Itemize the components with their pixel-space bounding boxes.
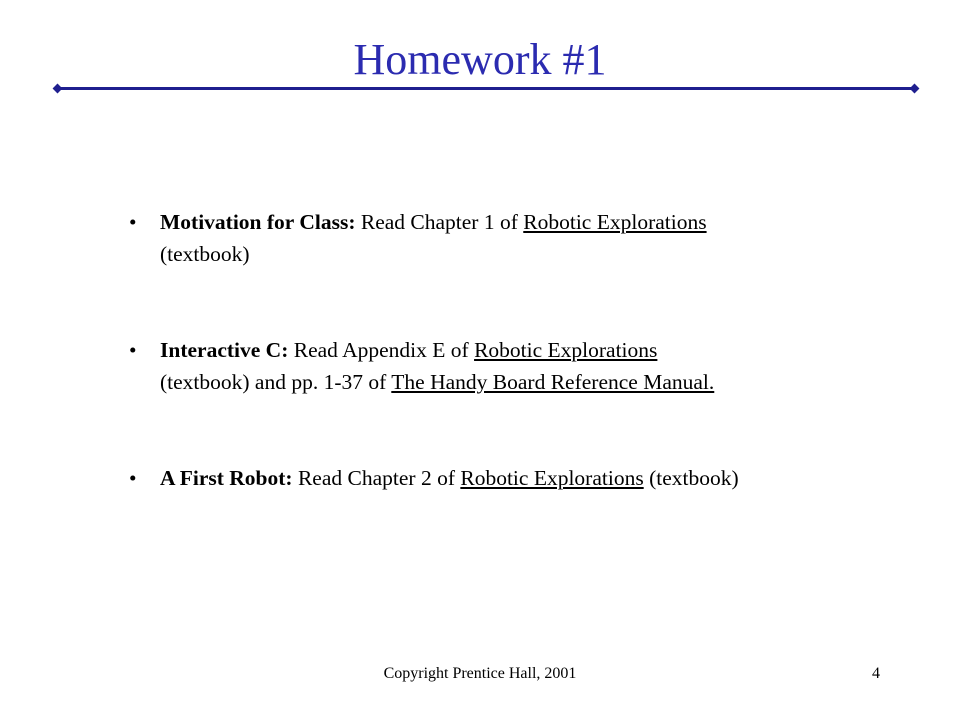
item-heading: Motivation for Class: [160, 210, 356, 234]
item-text: Read Chapter 2 of [292, 466, 461, 490]
item-text: Read Chapter 1 of [355, 210, 524, 234]
homework-list [129, 206, 909, 494]
manual-reference: The Handy Board Reference Manual. [391, 370, 715, 394]
item-heading: A First Robot: [160, 466, 293, 490]
homework-item-motivation [129, 206, 909, 270]
item-text: (textbook) and pp. 1-37 of [160, 370, 392, 394]
slide-title: Homework #1 [353, 35, 607, 84]
book-reference: Robotic Explorations [474, 338, 658, 362]
bullet-mark: • [129, 210, 137, 234]
homework-item-first-robot [129, 462, 909, 494]
book-reference: Robotic Explorations [460, 466, 644, 490]
item-heading: Interactive C: [160, 338, 289, 362]
page-number: 4 [872, 665, 880, 682]
book-reference: Robotic Explorations [523, 210, 707, 234]
bullet-mark: • [129, 466, 137, 490]
homework-item-interactive-c [129, 334, 909, 398]
item-text: (textbook) [160, 242, 250, 266]
copyright-notice: Copyright Prentice Hall, 2001 [383, 665, 577, 682]
bullet-mark: • [129, 338, 137, 362]
item-text: (textbook) [643, 466, 739, 490]
item-text: Read Appendix E of [288, 338, 475, 362]
title-divider [58, 87, 914, 90]
